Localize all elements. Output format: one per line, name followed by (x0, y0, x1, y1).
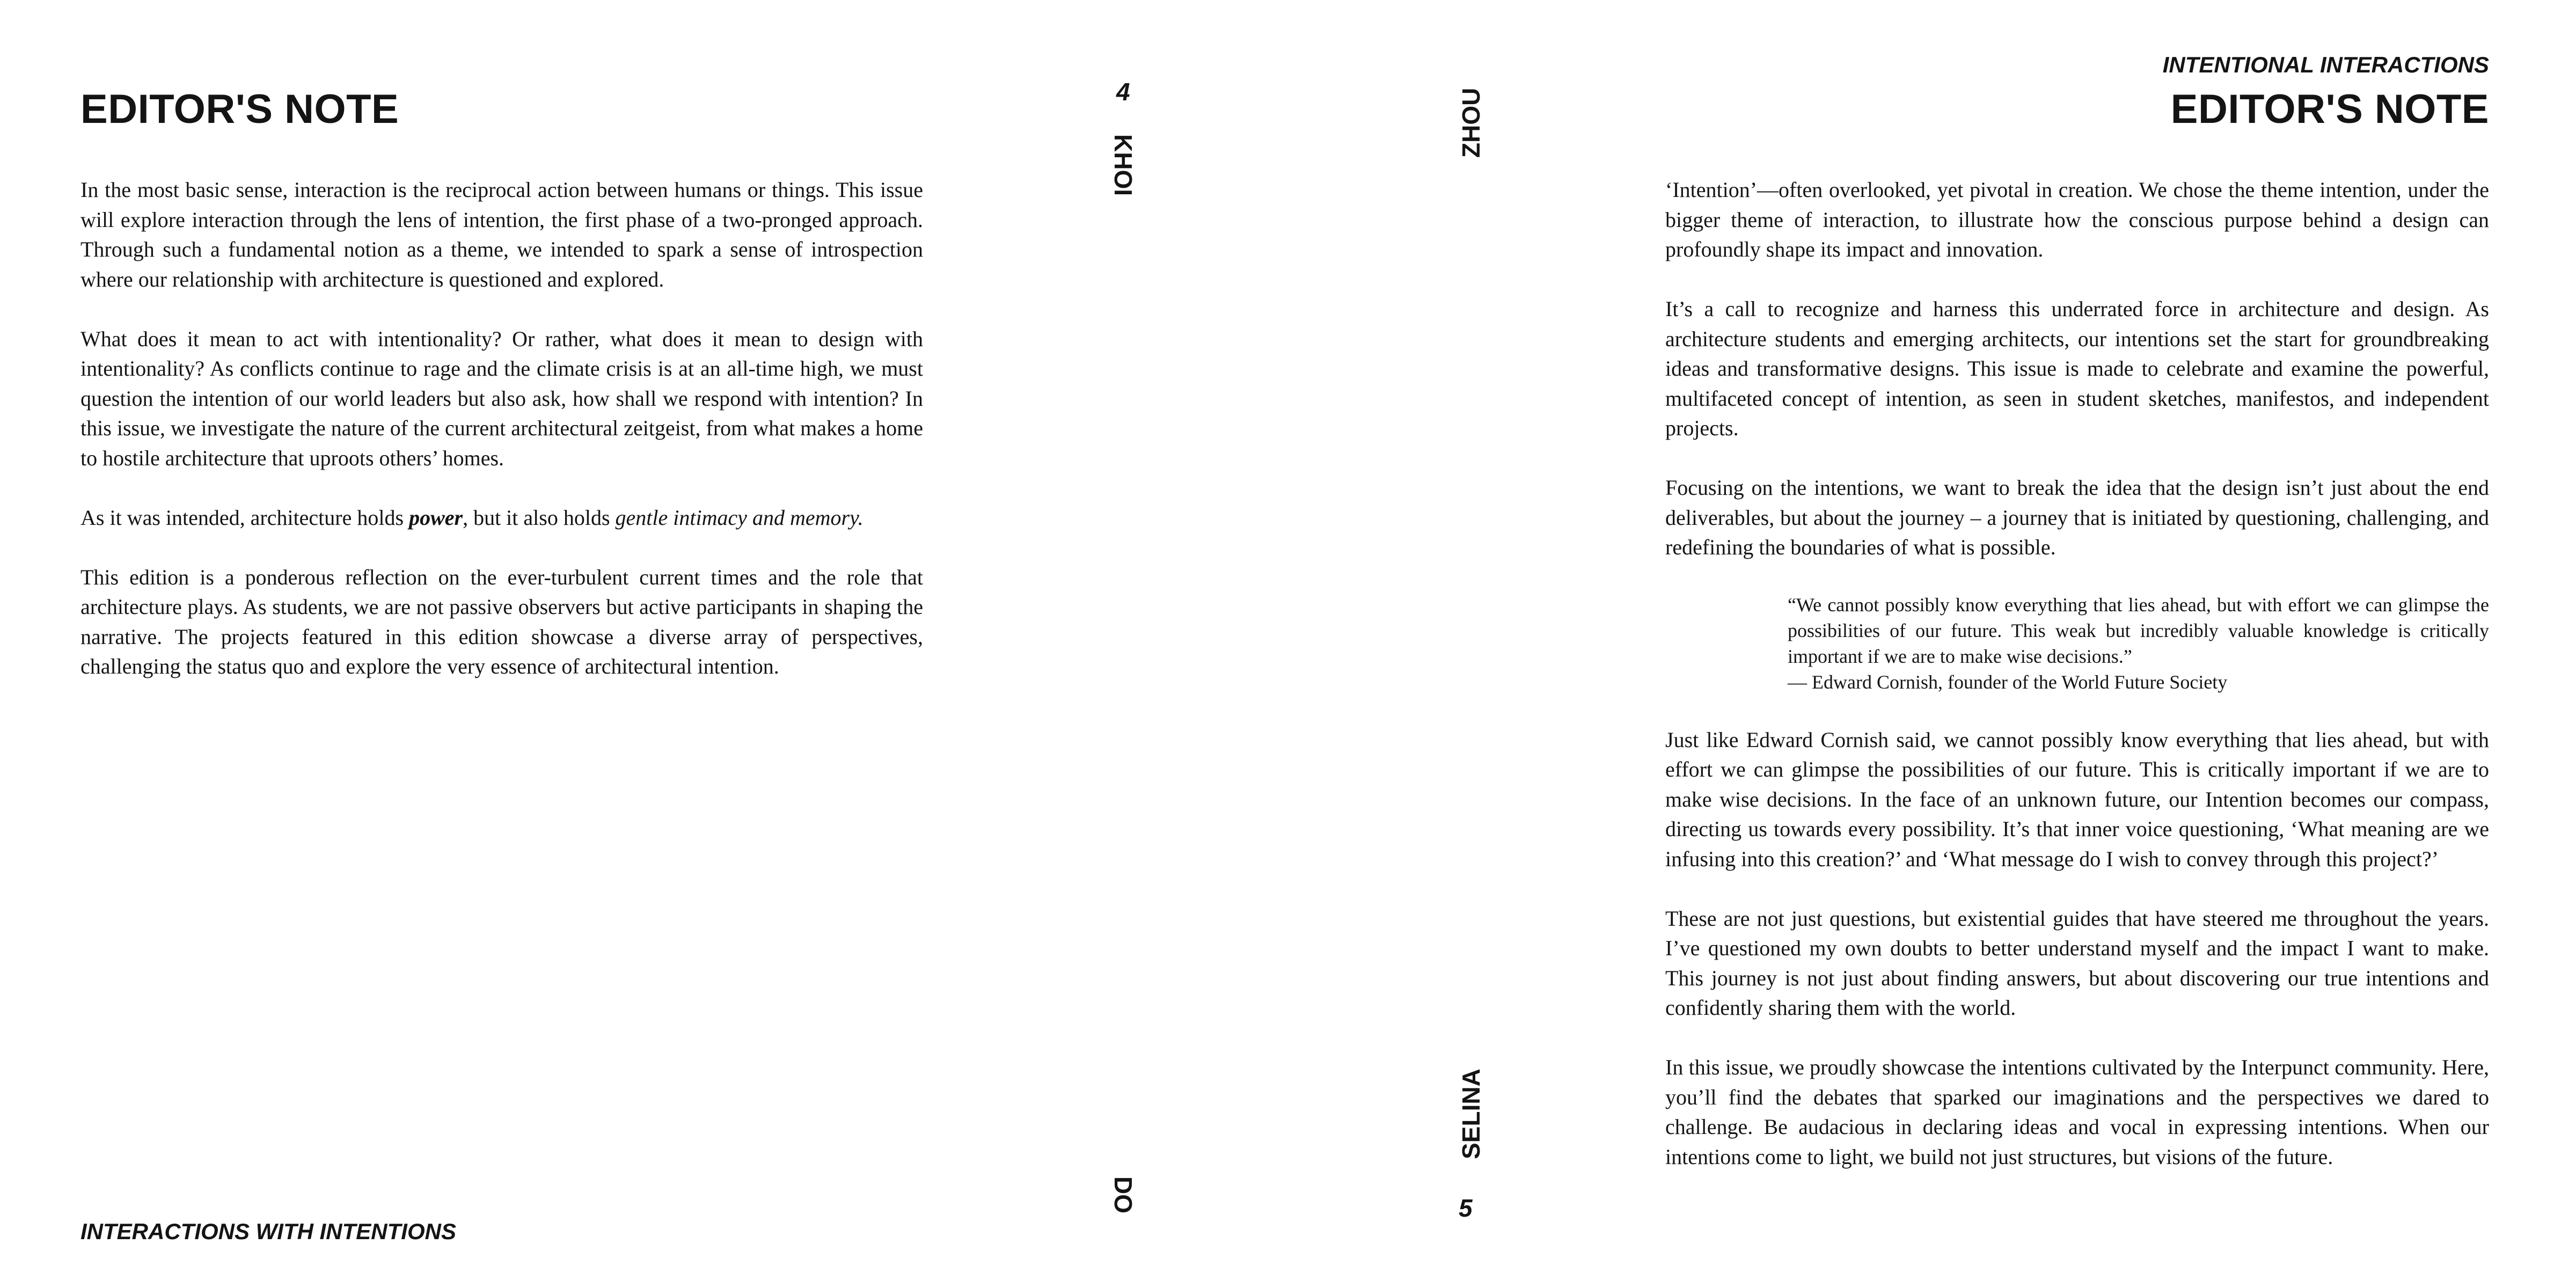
power-text-before: As it was intended, architecture holds (80, 505, 409, 530)
left-page-number: 4 (1116, 78, 1130, 106)
pull-quote (1788, 592, 2489, 695)
left-body-text (80, 175, 923, 711)
power-emphasis: power (409, 505, 463, 530)
right-paragraph-3: Focusing on the intentions, we want to break the idea that the design isn’t just about the end deliverables, but about the journey – a journey that is initiated by questioning, challenging, and redefining the boundaries of what is possible. (1665, 475, 2489, 559)
left-footer-running-title: INTERACTIONS WITH INTENTIONS (80, 1219, 456, 1244)
quote-attribution: — Edward Cornish, founder of the World Future Society (1788, 671, 2228, 693)
right-paragraph-6: In this issue, we proudly showcase the intentions cultivated by the Interpunct community. Here, you’ll find the debates that sparked our imaginations and the perspectives we dared to challenge. Be audacious in declaring ideas and vocal in expressing intentions. When our intentions come to light, we build not just structures, but visions of the future. (1665, 1055, 2489, 1169)
right-paragraph-1: ‘Intention’—often overlooked, yet pivotal in creation. We chose the theme intention, under the bigger theme of interaction, to illustrate how the conscious purpose behind a design can profoundly shape its impact and innovation. (1665, 178, 2489, 261)
right-paragraph-5: These are not just questions, but existential guides that have steered me throughout the years. I’ve questioned my own doubts to better understand myself and the impact I want to make. This journey is not just about finding answers, but about discovering our true intentions and confidently sharing them with the world. (1665, 906, 2489, 1020)
right-page (1288, 0, 2576, 1288)
left-paragraph-1: In the most basic sense, interaction is the reciprocal action between humans or things. This issue will explore interaction through the lens of intention, the first phase of a two-pronged approach. Through such a fundamental notion as a theme, we intended to spark a sense of introspection where our relationship with architecture is questioned and explored. (80, 178, 923, 291)
left-paragraph-4: This edition is a ponderous reflection on the ever-turbulent current times and the role that architecture plays. As students, we are not passive observers but active participants in shaping the narrative. The projects featured in this edition showcase a diverse array of perspectives, challenging the status quo and explore the very essence of architectural intention. (80, 565, 923, 678)
right-paragraph-2: It’s a call to recognize and harness this underrated force in architecture and design. As architecture students and emerging architects, our intentions set the start for groundbreaking ideas and transformative designs. This issue is made to celebrate and examine the powerful, multifaceted concept of intention, as seen in student sketches, manifestos, and independent projects. (1665, 297, 2489, 440)
left-author-first-name: KHOI (1109, 134, 1137, 196)
left-page-title: EDITOR'S NOTE (80, 86, 399, 132)
right-body-text (1665, 175, 2489, 1202)
left-author-last-name: DO (1109, 1176, 1137, 1213)
left-paragraph-3 (80, 503, 923, 533)
right-author-last-name: ZHOU (1457, 87, 1485, 158)
right-running-head: INTENTIONAL INTERACTIONS (2162, 52, 2489, 77)
right-page-title: EDITOR'S NOTE (2170, 86, 2489, 132)
intimacy-italic: gentle intimacy and memory. (615, 505, 863, 530)
left-paragraph-2: What does it mean to act with intentionality? Or rather, what does it mean to design with intentionality? As conflicts continue to rage and the climate crisis is at an all-time high, we must question the intention of our world leaders but also ask, how shall we respond with intention? In this issue, we investigate the nature of the current architectural zeitgeist, from what makes a home to hostile architecture that uproots others’ homes. (80, 326, 923, 470)
quote-text: “We cannot possibly know everything that lies ahead, but with effort we can glimpse the possibilities of our future. This weak but incredibly valuable knowledge is critically important if we are to make wise decisions.” (1788, 594, 2489, 667)
right-paragraph-4: Just like Edward Cornish said, we cannot possibly know everything that lies ahead, but with effort we can glimpse the possibilities of our future. This is critically important if we are to make wise decisions. In the face of an unknown future, our Intention becomes our compass, directing us towards every possibility. It’s that inner voice questioning, ‘What meaning are we infusing into this creation?’ and ‘What message do I wish to convey through this project?’ (1665, 727, 2489, 871)
right-author-first-name: SELINA (1457, 1069, 1485, 1159)
right-page-number: 5 (1459, 1194, 1473, 1222)
power-text-middle: , but it also holds (463, 505, 616, 530)
